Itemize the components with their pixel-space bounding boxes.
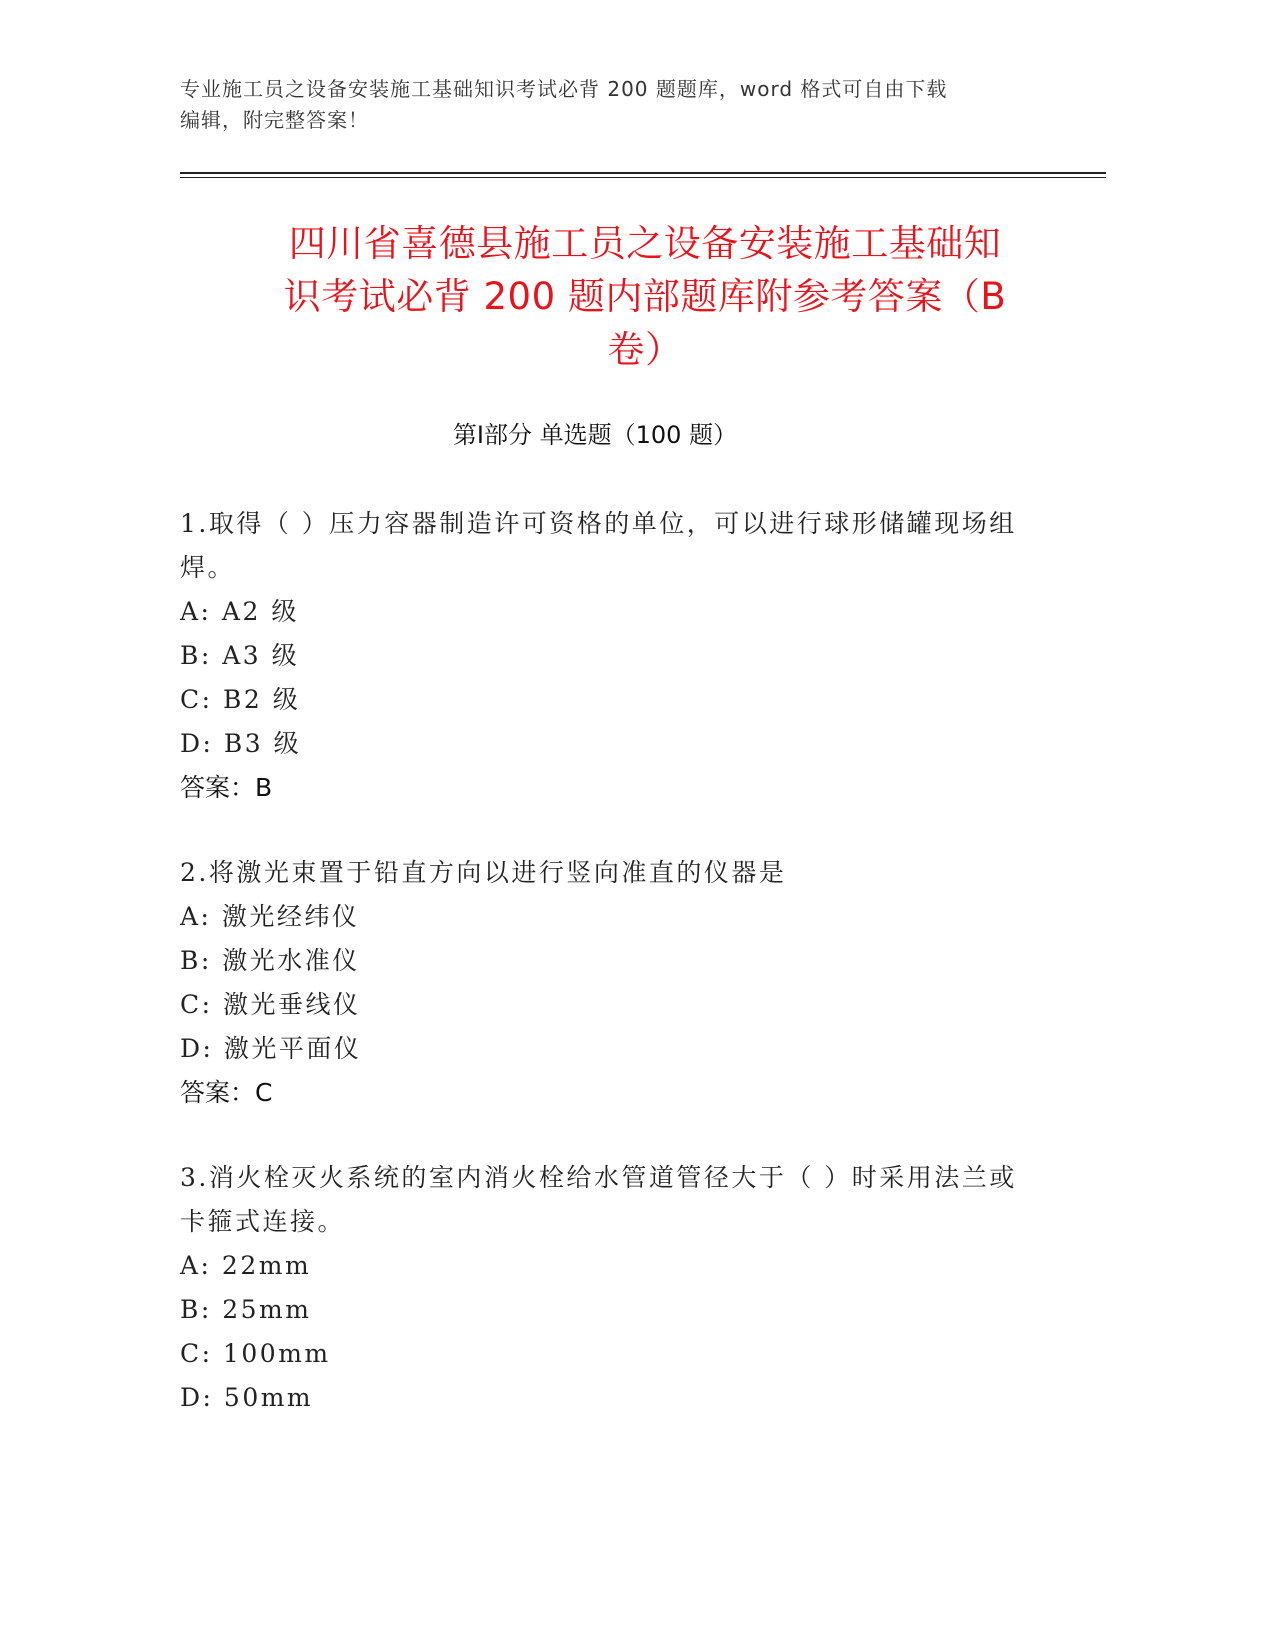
option-a: A: 22mm [180,1251,312,1280]
question-2 [180,851,1040,1115]
question-stem-line-2: 卡箍式连接。 [180,1207,346,1236]
document-title-line-1: 四川省喜德县施工员之设备安装施工基础知 [288,222,1002,265]
option-c: C: B2 级 [180,685,301,714]
option-a: A: 激光经纬仪 [180,902,360,931]
document-title [180,217,1110,376]
option-a: A: A2 级 [180,597,299,626]
section-title: 第Ⅰ部分 单选题（100 题） [452,421,738,449]
option-d: D: B3 级 [180,729,302,758]
option-b: B: 25mm [180,1295,312,1324]
answer: 答案：C [180,1078,273,1107]
question-stem-line-1: 1.取得（ ）压力容器制造许可资格的单位，可以进行球形储罐现场组 [180,509,1017,538]
question-stem-line-1: 3.消火栓灭火系统的室内消火栓给水管道管径大于（ ）时采用法兰或 [180,1163,1017,1192]
question-stem-line-2: 焊。 [180,553,236,582]
question-3 [180,1156,1040,1420]
option-c: C: 激光垂线仪 [180,990,361,1019]
option-d: D: 激光平面仪 [180,1034,362,1063]
option-b: B: 激光水准仪 [180,946,360,975]
document-title-line-3: 卷） [607,328,683,371]
document-title-line-2: 识考试必背 200 题内部题库附参考答案（B [283,275,1007,318]
option-d: D: 50mm [180,1383,314,1412]
header-note [180,74,1060,136]
option-c: C: 100mm [180,1339,331,1368]
answer: 答案：B [180,773,273,802]
header-note-line-2: 编辑，附完整答案！ [180,108,369,132]
question-stem-line-1: 2.将激光束置于铅直方向以进行竖向准直的仪器是 [180,858,787,887]
header-divider-thick [180,172,1106,174]
question-1 [180,502,1040,810]
option-b: B: A3 级 [180,641,300,670]
header-note-line-1: 专业施工员之设备安装施工基础知识考试必背 200 题题库，word 格式可自由下载 [180,77,948,101]
header-divider-thin [180,177,1106,178]
